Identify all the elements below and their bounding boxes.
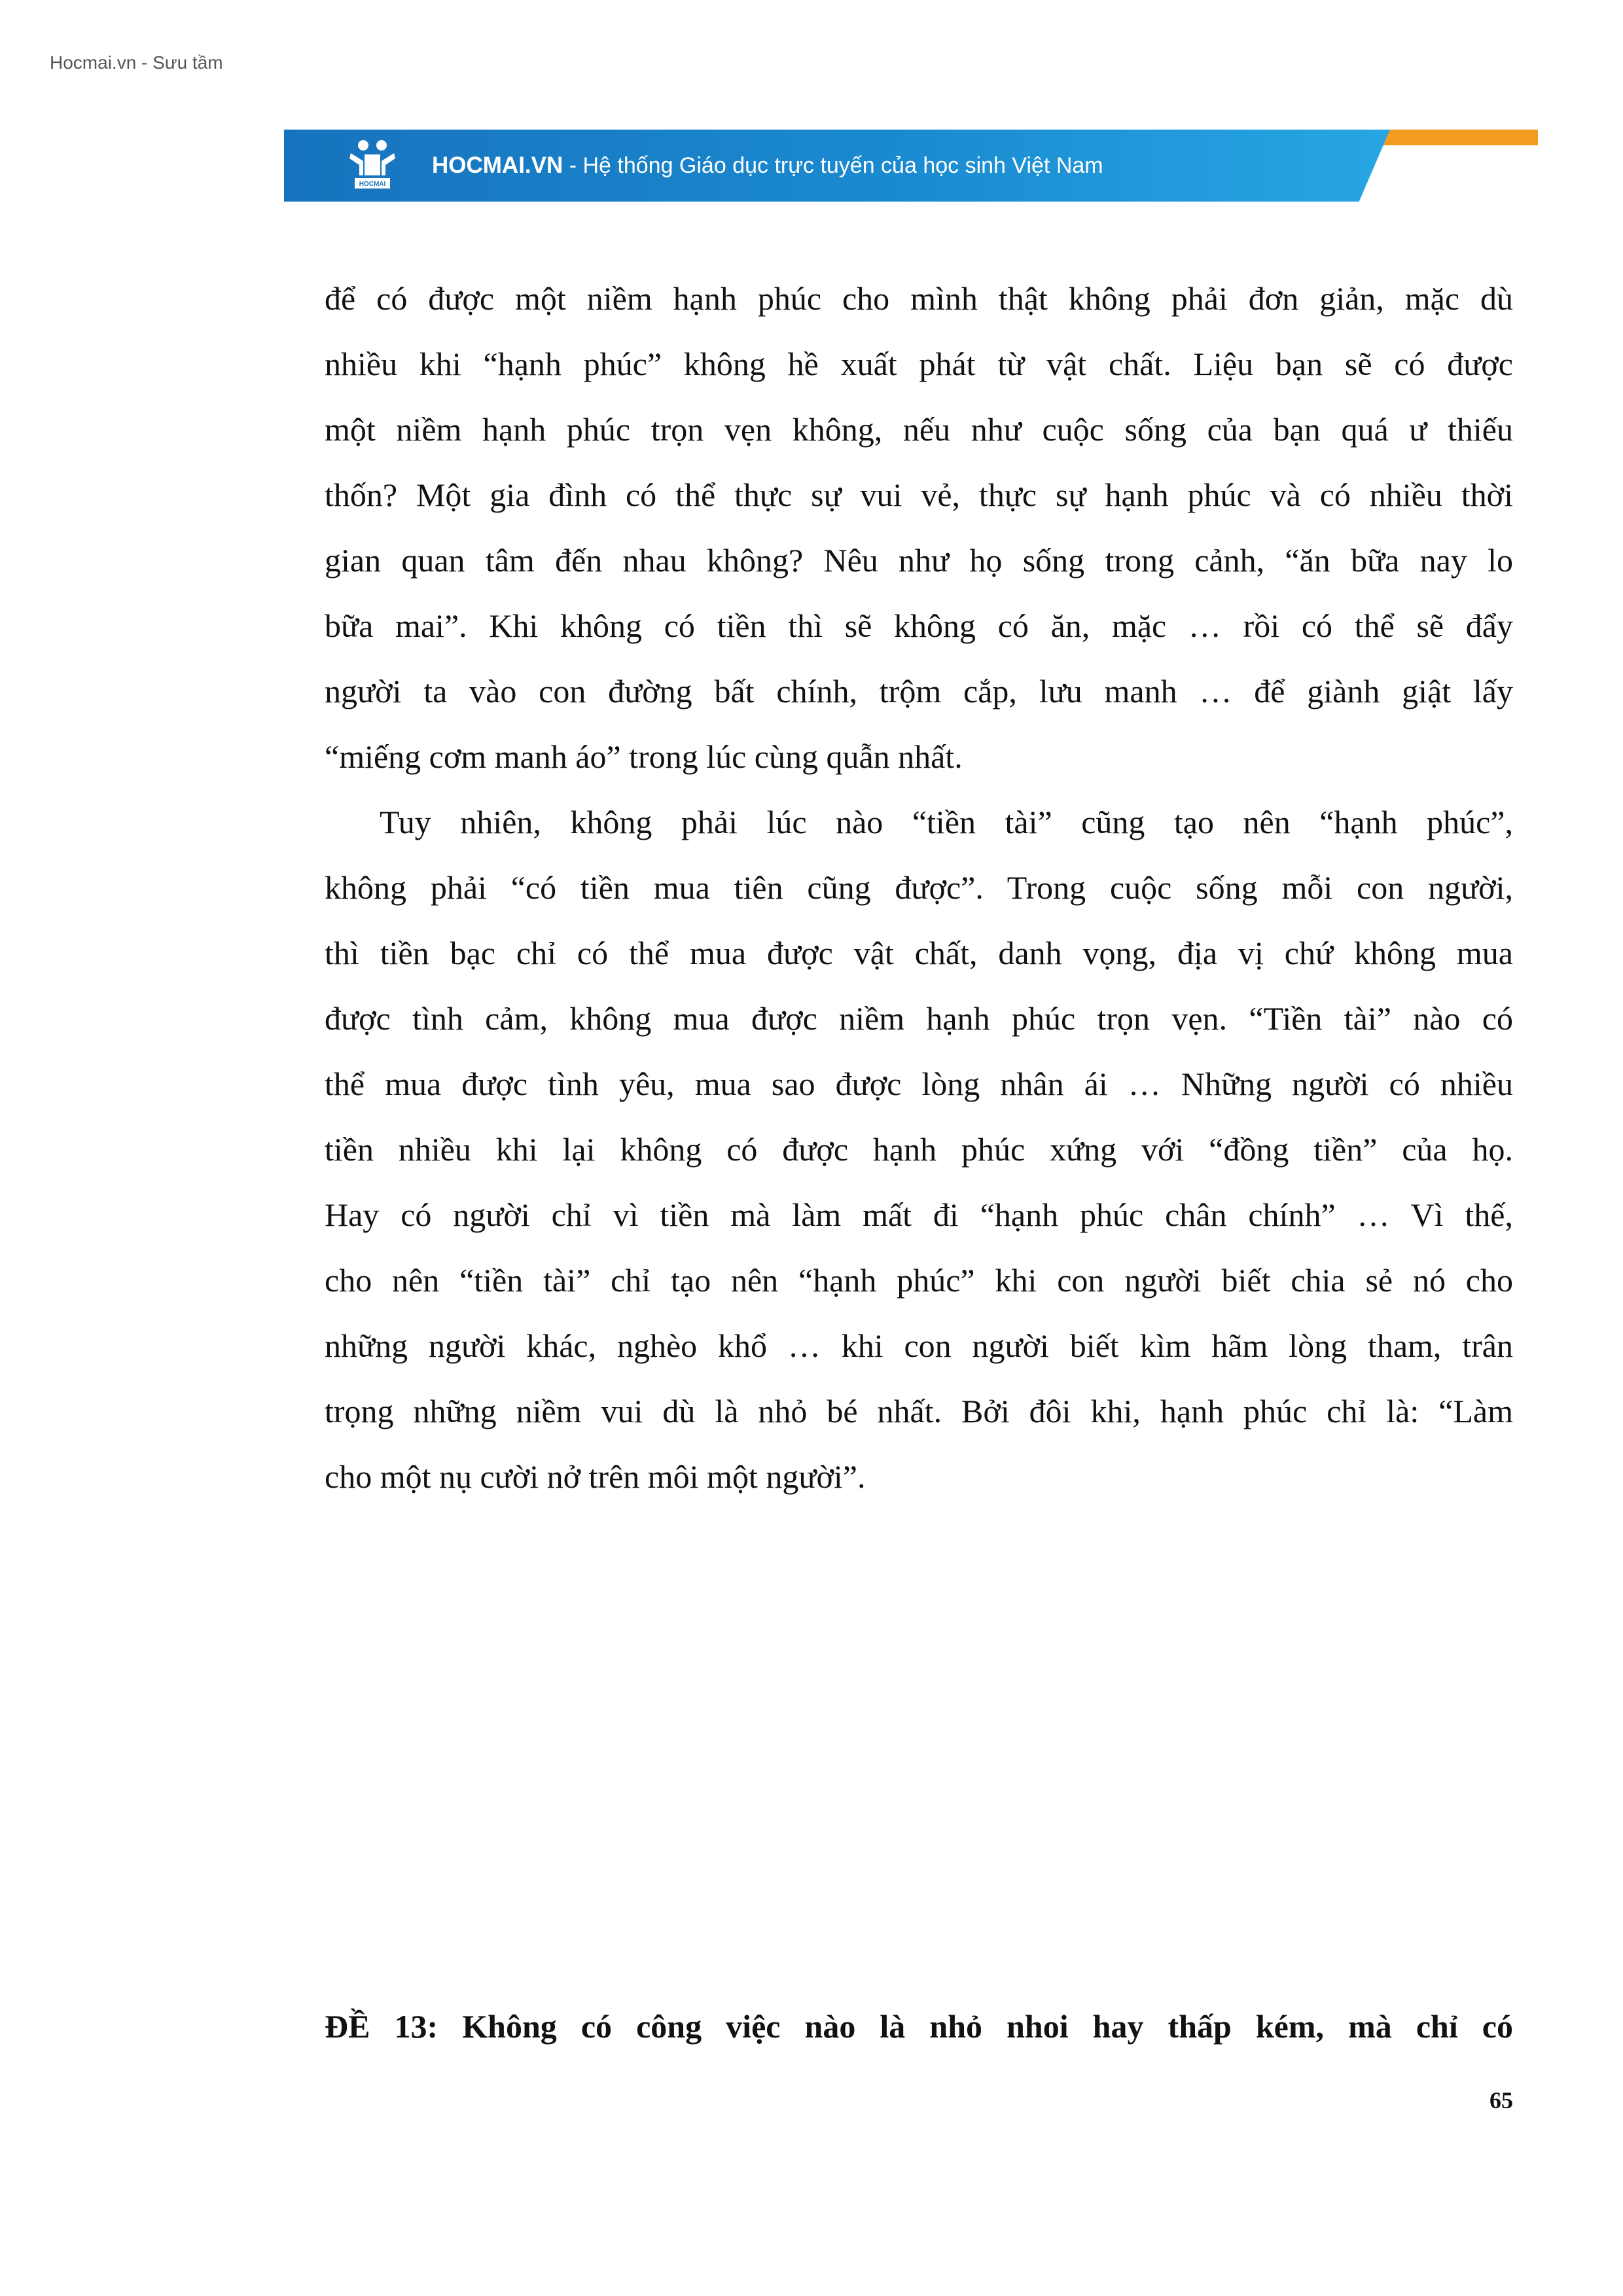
paragraph-line: nhiều khi “hạnh phúc” không hề xuất phát từ vật chất. Liệu bạn sẽ có được — [325, 346, 1513, 382]
paragraph-line: thể mua được tình yêu, mua sao được lòng nhân ái … Những người có nhiều — [325, 1066, 1513, 1102]
brand-name: HOCMAI.VN — [432, 152, 563, 178]
paragraph-line: tiền nhiều khi lại không có được hạnh phúc xứng với “đồng tiền” của họ. — [325, 1131, 1513, 1168]
paragraph-line: gian quan tâm đến nhau không? Nêu như họ sống trong cảnh, “ăn bữa nay lo — [325, 542, 1513, 579]
paragraph-line: cho nên “tiền tài” chỉ tạo nên “hạnh phúc” khi con người biết chia sẻ nó cho — [325, 1262, 1513, 1299]
paragraph-line: không phải “có tiền mua tiên cũng được”. Trong cuộc sống mỗi con người, — [325, 869, 1513, 906]
paragraph-line: người ta vào con đường bất chính, trộm cắp, lưu manh … để giành giật lấy — [325, 673, 1513, 709]
logo-text: HOCMAI — [359, 181, 386, 188]
paragraph-line: Tuy nhiên, không phải lúc nào “tiền tài” cũng tạo nên “hạnh phúc”, — [380, 804, 1513, 840]
paragraph-line: thốn? Một gia đình có thể thực sự vui vẻ, thực sự hạnh phúc và có nhiều thời — [325, 476, 1513, 513]
paragraph-line: thì tiền bạc chỉ có thể mua được vật chất, danh vọng, địa vị chứ không mua — [325, 935, 1513, 971]
paragraph-line: bữa mai”. Khi không có tiền thì sẽ không có ăn, mặc … rồi có thể sẽ đẩy — [325, 607, 1513, 644]
paragraph-line: cho một nụ cười nở trên môi một người”. — [325, 1458, 866, 1495]
paragraph-line: những người khác, nghèo khổ … khi con người biết kìm hãm lòng tham, trân — [325, 1327, 1513, 1364]
brand-tagline: - Hệ thống Giáo dục trực tuyến của học sinh Việt Nam — [563, 153, 1103, 178]
paragraph-line: một niềm hạnh phúc trọn vẹn không, nếu như cuộc sống của bạn quá ư thiếu — [325, 411, 1513, 448]
paragraph-line: được tình cảm, không mua được niềm hạnh phúc trọn vẹn. “Tiền tài” nào có — [325, 1000, 1513, 1037]
section-heading: ĐỀ 13: Không có công việc nào là nhỏ nhoi hay thấp kém, mà chỉ có — [325, 2008, 1513, 2045]
source-note: Hocmai.vn - Sưu tầm — [50, 52, 223, 73]
paragraph-line: Hay có người chỉ vì tiền mà làm mất đi “hạnh phúc chân chính” … Vì thế, — [325, 1196, 1513, 1233]
hocmai-logo-icon — [347, 139, 398, 192]
page-number: 65 — [1489, 2087, 1513, 2113]
paragraph-line: để có được một niềm hạnh phúc cho mình thật không phải đơn giản, mặc dù — [325, 280, 1513, 317]
paragraph-line: “miếng cơm manh áo” trong lúc cùng quẫn nhất. — [325, 738, 963, 775]
header-banner — [284, 130, 1538, 202]
banner-title — [432, 130, 1103, 202]
paragraph-line: trọng những niềm vui dù là nhỏ bé nhất. Bởi đôi khi, hạnh phúc chỉ là: “Làm — [325, 1393, 1513, 1429]
